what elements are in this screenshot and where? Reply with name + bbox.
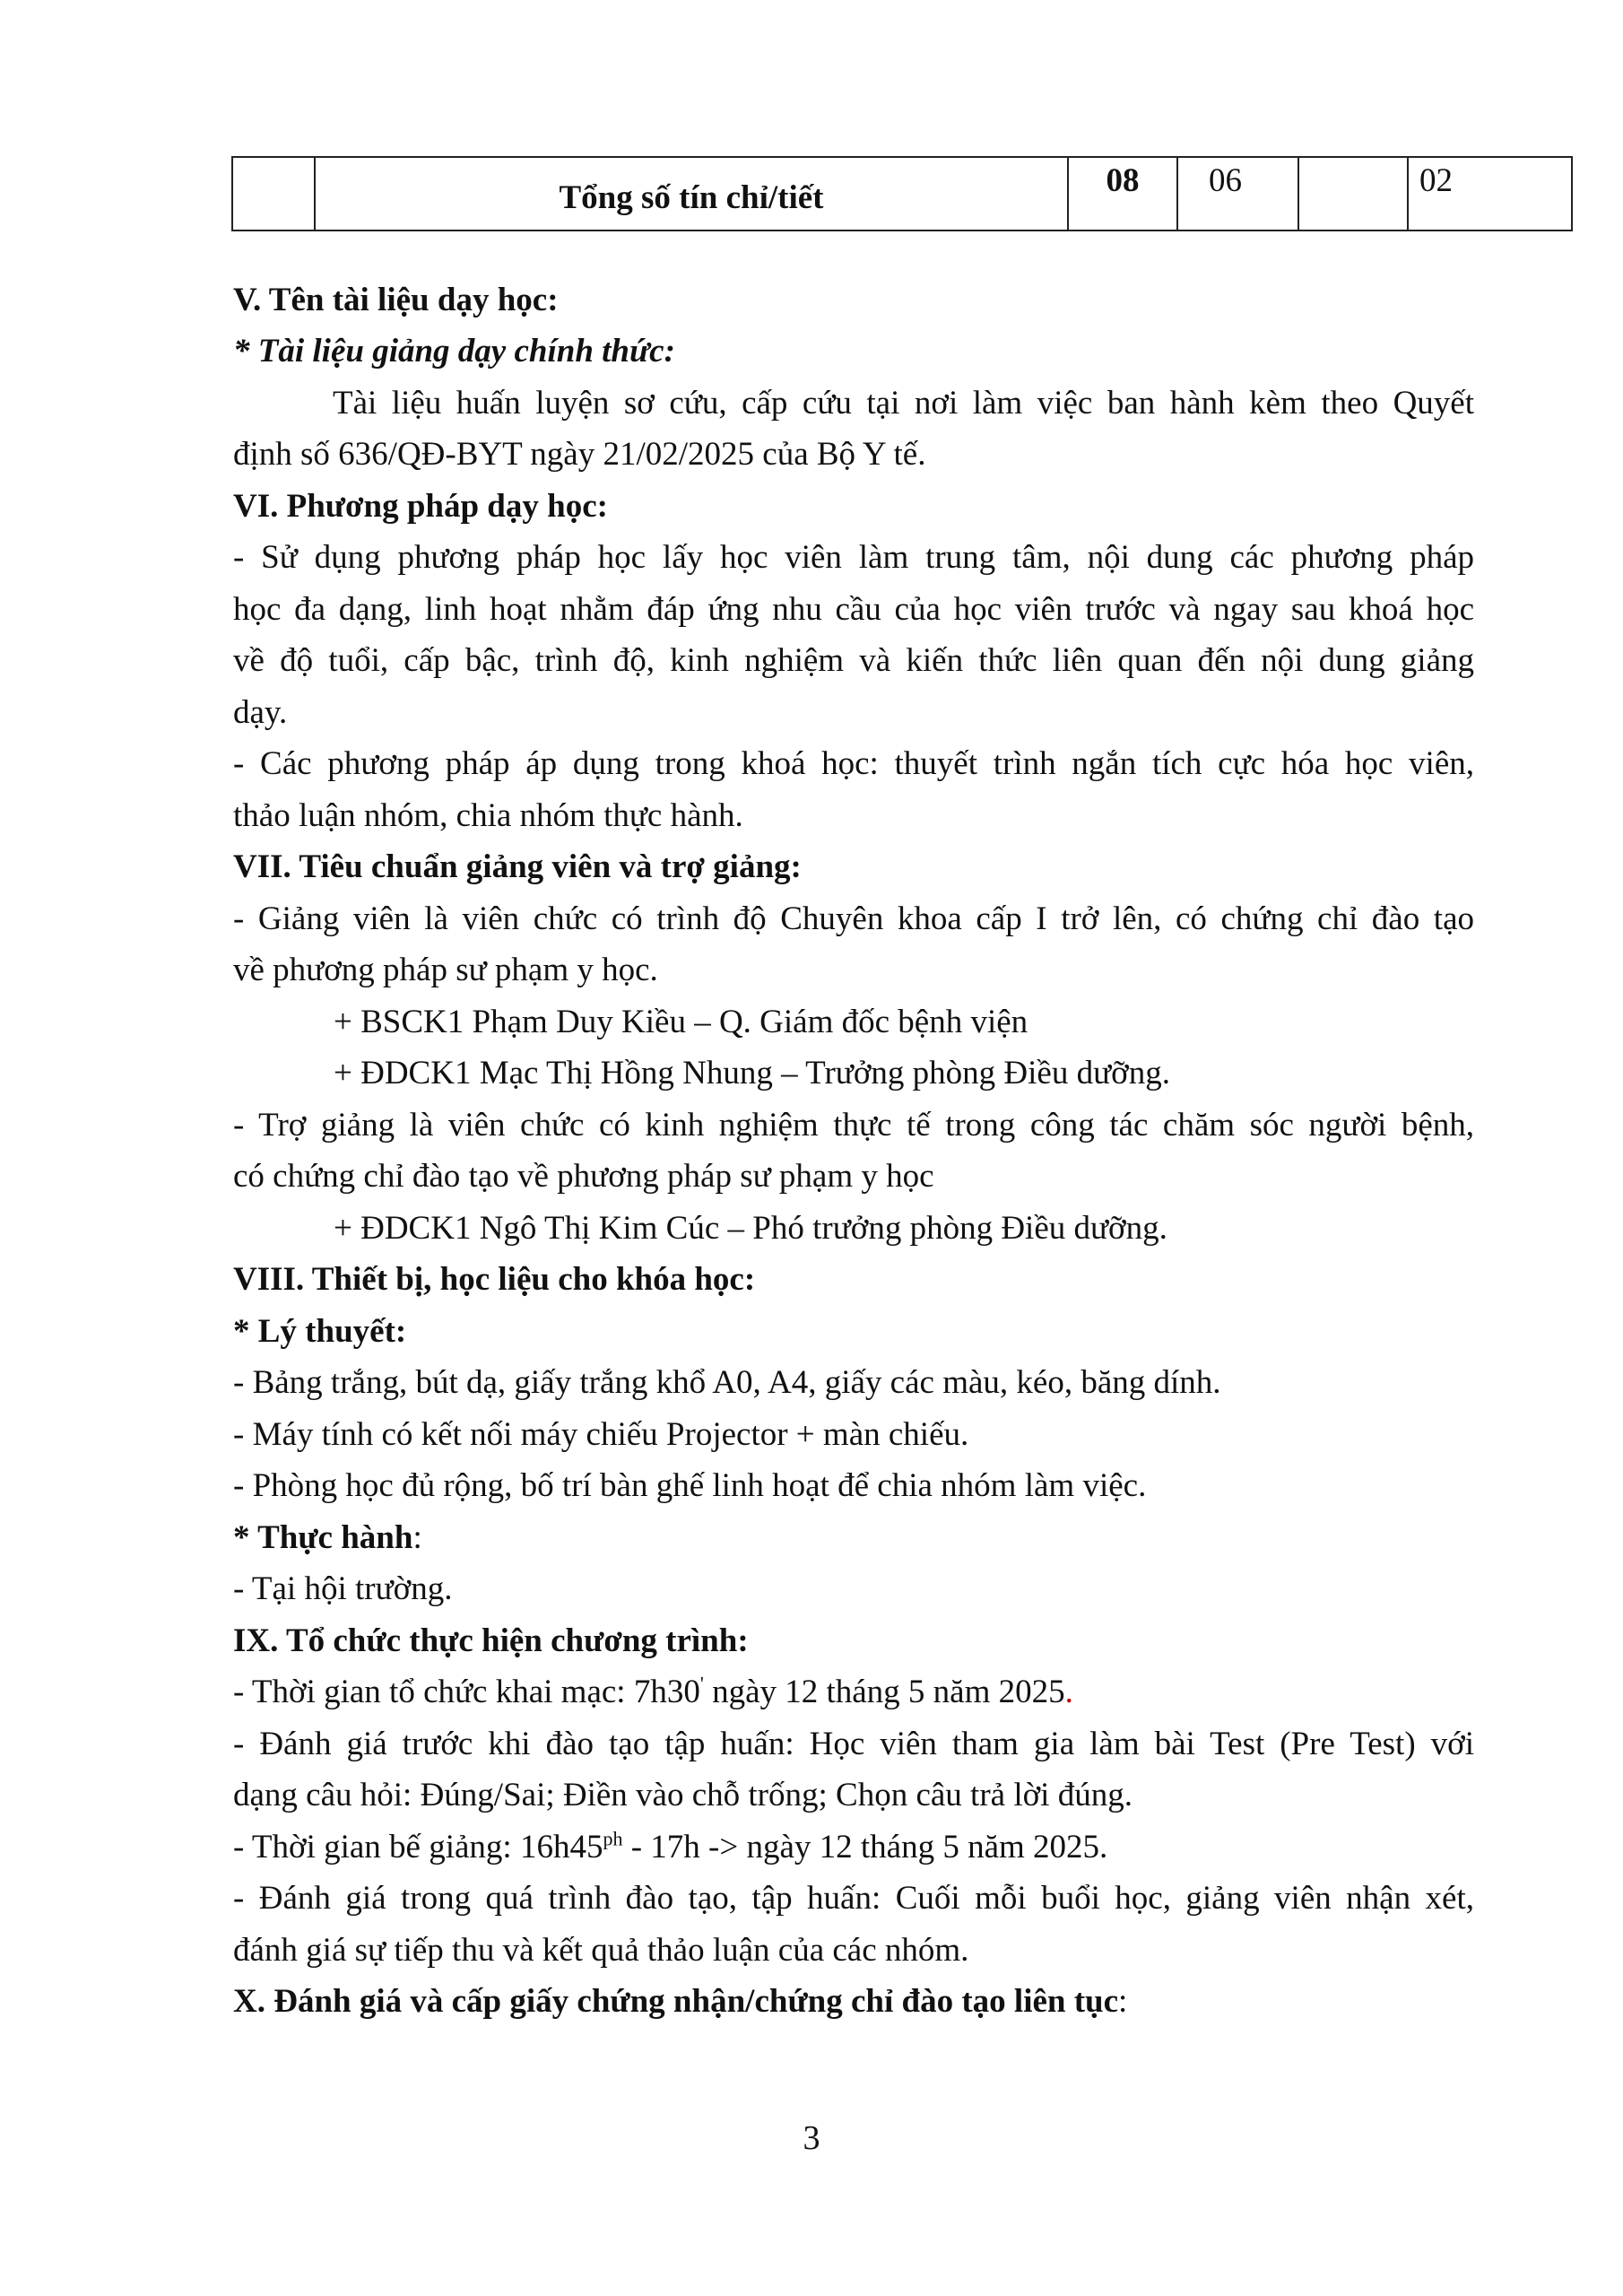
paragraph-line: học đa dạng, linh hoạt nhằm đáp ứng nhu cầu của học viên trước và ngay sau khoá học bbox=[233, 591, 1474, 628]
closing-time-sup: ph bbox=[603, 1827, 623, 1850]
credit-summary-table bbox=[231, 156, 1573, 231]
practice-subheading bbox=[233, 1518, 1474, 1559]
section-ix-heading: IX. Tổ chức thực hiện chương trình: bbox=[233, 1622, 749, 1659]
paragraph-line: có chứng chỉ đào tạo về phương pháp sư phạm y học bbox=[233, 1158, 934, 1195]
paragraph-line: thảo luận nhóm, chia nhóm thực hành. bbox=[233, 797, 743, 834]
opening-time-text: - Thời gian tổ chức khai mạc: 7h30 bbox=[233, 1674, 700, 1710]
paragraph-line: về phương pháp sư phạm y học. bbox=[233, 952, 658, 988]
list-item: - Máy tính có kết nối máy chiếu Projector + màn chiếu. bbox=[233, 1416, 969, 1453]
opening-date-period: . bbox=[1064, 1674, 1073, 1710]
practice-subheading-label: * Thực hành bbox=[233, 1519, 413, 1556]
table-cell-total-label: Tổng số tín chỉ/tiết bbox=[315, 157, 1068, 230]
section-v-heading: V. Tên tài liệu dạy học: bbox=[233, 282, 559, 318]
section-x-heading-colon: : bbox=[1118, 1983, 1128, 2020]
paragraph-line: Tài liệu huấn luyện sơ cứu, cấp cứu tại nơi làm việc ban hành kèm theo Quyết bbox=[333, 385, 1474, 422]
paragraph-line: - Đánh giá trước khi đào tạo tập huấn: Học viên tham gia làm bài Test (Pre Test) với bbox=[233, 1726, 1474, 1762]
paragraph-line: dạng câu hỏi: Đúng/Sai; Điền vào chỗ trống; Chọn câu trả lời đúng. bbox=[233, 1777, 1133, 1813]
assistant-item: + ĐDCK1 Ngô Thị Kim Cúc – Phó trưởng phòng Điều dưỡng. bbox=[334, 1210, 1167, 1247]
lecturer-item: + ĐDCK1 Mạc Thị Hồng Nhung – Trưởng phòng Điều dưỡng. bbox=[334, 1055, 1170, 1091]
paragraph-line: dạy. bbox=[233, 694, 288, 731]
opening-time-sup: ' bbox=[699, 1672, 704, 1695]
practice-subheading-colon: : bbox=[412, 1519, 422, 1556]
section-viii-heading: VIII. Thiết bị, học liệu cho khóa học: bbox=[233, 1261, 756, 1298]
opening-date-text: ngày 12 tháng 5 năm 2025 bbox=[703, 1674, 1065, 1710]
list-item: - Tại hội trường. bbox=[233, 1570, 453, 1607]
table-cell-practice-credits: 02 bbox=[1408, 157, 1572, 230]
paragraph-line: về độ tuổi, cấp bậc, trình độ, kinh nghiệm và kiến thức liên quan đến nội dung giảng bbox=[233, 642, 1474, 679]
paragraph-line: - Giảng viên là viên chức có trình độ Chuyên khoa cấp I trở lên, có chứng chỉ đào tạo bbox=[233, 900, 1474, 937]
section-vii-heading: VII. Tiêu chuẩn giảng viên và trợ giảng: bbox=[233, 848, 802, 885]
table-cell-theory-credits: 06 bbox=[1177, 157, 1298, 230]
paragraph-line: định số 636/QĐ-BYT ngày 21/02/2025 của Bộ Y tế. bbox=[233, 436, 926, 473]
lecturer-item: + BSCK1 Phạm Duy Kiều – Q. Giám đốc bệnh viện bbox=[334, 1004, 1028, 1040]
paragraph-line: - Sử dụng phương pháp học lấy học viên làm trung tâm, nội dung các phương pháp bbox=[233, 539, 1474, 576]
paragraph-line: - Đánh giá trong quá trình đào tạo, tập huấn: Cuối mỗi buổi học, giảng viên nhận xét, bbox=[233, 1880, 1474, 1917]
opening-time-line bbox=[233, 1672, 1474, 1713]
table-row bbox=[232, 157, 1572, 230]
paragraph-line: - Trợ giảng là viên chức có kinh nghiệm thực tế trong công tác chăm sóc người bệnh, bbox=[233, 1107, 1474, 1144]
closing-time-line bbox=[233, 1827, 1474, 1868]
section-vi-heading: VI. Phương pháp dạy học: bbox=[233, 488, 608, 525]
closing-date-text: - 17h -> ngày 12 tháng 5 năm 2025. bbox=[622, 1829, 1108, 1866]
table-cell-total-credits: 08 bbox=[1068, 157, 1177, 230]
section-x-heading bbox=[233, 1981, 1474, 2022]
list-item: - Phòng học đủ rộng, bố trí bàn ghế linh hoạt để chia nhóm làm việc. bbox=[233, 1467, 1147, 1504]
closing-time-text: - Thời gian bế giảng: 16h45 bbox=[233, 1829, 603, 1866]
paragraph-line: - Các phương pháp áp dụng trong khoá học: thuyết trình ngắn tích cực hóa học viên, bbox=[233, 745, 1474, 782]
table-cell-empty-index bbox=[232, 157, 315, 230]
theory-subheading: * Lý thuyết: bbox=[233, 1313, 407, 1350]
page-number: 3 bbox=[803, 2119, 820, 2157]
section-x-heading-text: X. Đánh giá và cấp giấy chứng nhận/chứng chỉ đào tạo liên tục bbox=[233, 1983, 1119, 2020]
paragraph-line: đánh giá sự tiếp thu và kết quả thảo luận của các nhóm. bbox=[233, 1932, 969, 1969]
table-cell-empty bbox=[1298, 157, 1408, 230]
official-materials-subheading: * Tài liệu giảng dạy chính thức: bbox=[233, 333, 675, 370]
list-item: - Bảng trắng, bút dạ, giấy trắng khổ A0, A4, giấy các màu, kéo, băng dính. bbox=[233, 1364, 1221, 1401]
